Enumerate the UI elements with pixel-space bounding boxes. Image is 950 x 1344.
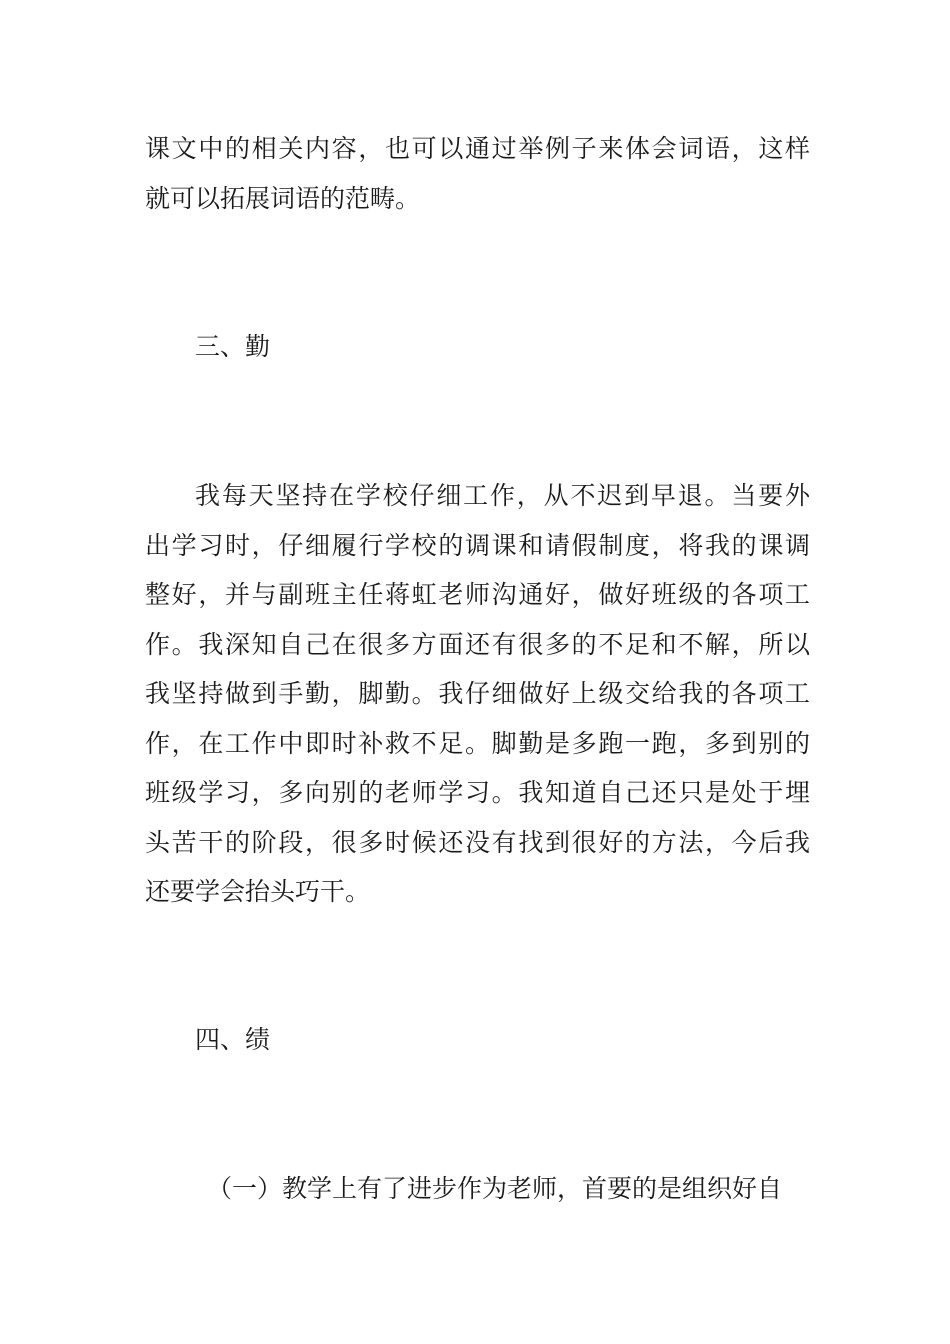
paragraph-line: 班级学习，多向别的老师学习。我知道自己还只是处于埋 — [145, 778, 810, 807]
paragraph-line: 还要学会抬头巧干。 — [145, 877, 371, 906]
paragraph-line: 课文中的相关内容，也可以通过举例子来体会词语，这样 — [145, 134, 810, 163]
section-heading-text: 三、勤 — [195, 332, 271, 361]
paragraph-line: 就可以拓展词语的范畴。 — [145, 183, 421, 213]
paragraph-line: 整好，并与副班主任蒋虹老师沟通好，做好班级的各项工 — [145, 580, 810, 609]
paragraph-diligence — [145, 471, 810, 917]
section-heading-text: 四、绩 — [195, 1025, 271, 1054]
paragraph-line: 我每天坚持在学校仔细工作，从不迟到早退。当要外 — [195, 481, 810, 510]
section-heading-3 — [145, 322, 860, 372]
paragraph-line: 头苦干的阶段，很多时候还没有找到很好的方法，今后我 — [145, 827, 810, 857]
paragraph-line: 我坚持做到手勤，脚勤。我仔细做好上级交给我的各项工 — [145, 679, 810, 708]
section-heading-4 — [145, 1015, 860, 1065]
paragraph-line: （一）教学上有了进步作为老师，首要的是组织好自 — [207, 1174, 783, 1203]
paragraph-line: 作，在工作中即时补救不足。脚勤是多跑一跑，多到别的 — [145, 728, 810, 758]
paragraph-line: 作。我深知自己在很多方面还有很多的不足和不解，所以 — [145, 629, 810, 659]
paragraph-achievements — [145, 1164, 810, 1214]
paragraph-continuation — [145, 124, 810, 223]
paragraph-line: 出学习时，仔细履行学校的调课和请假制度，将我的课调 — [145, 530, 810, 560]
